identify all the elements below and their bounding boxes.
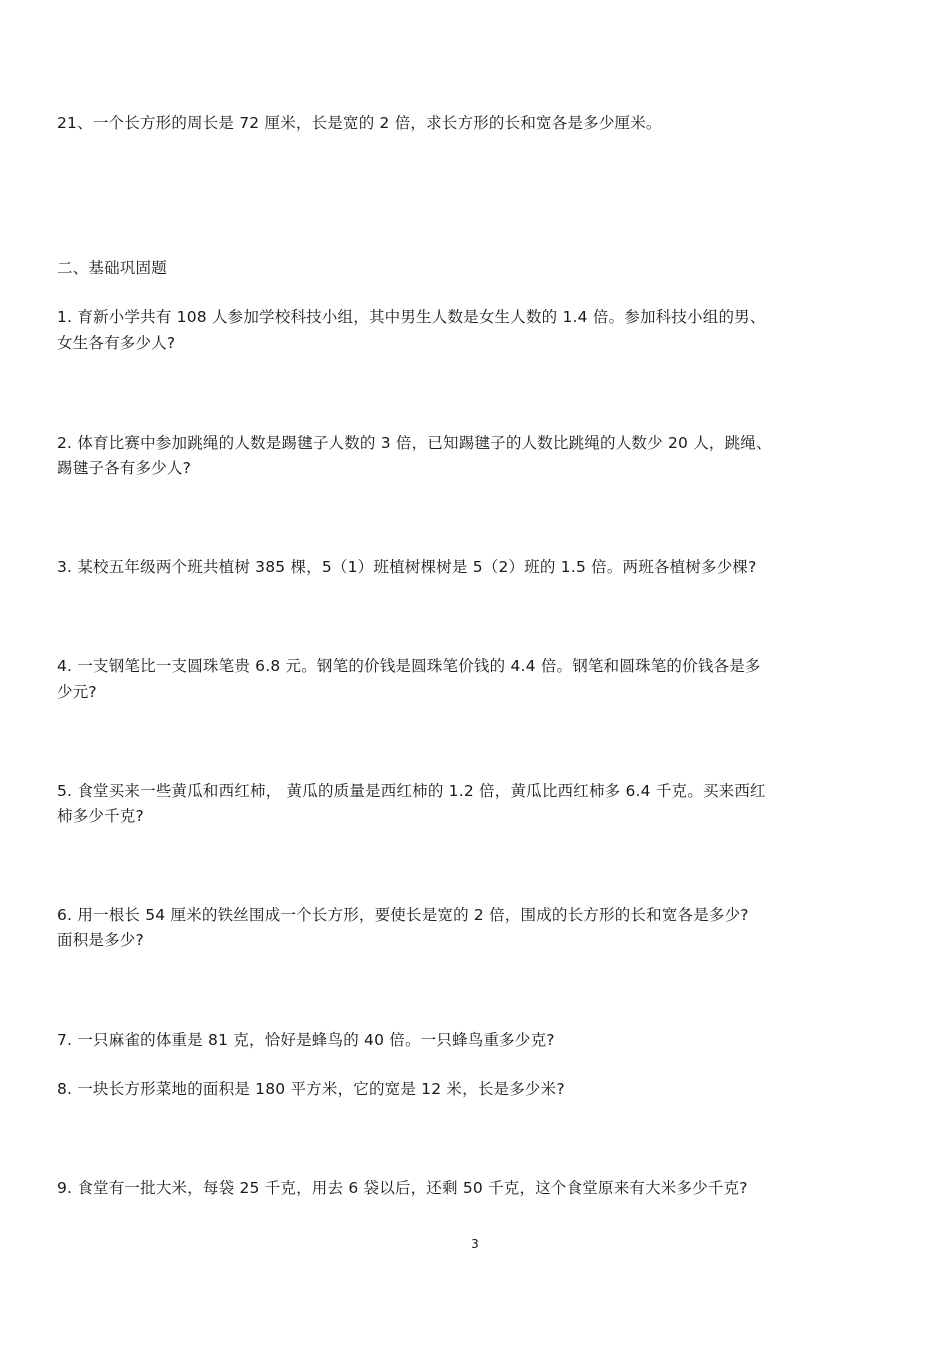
exercise-6-line-1: 6. 用一根长 54 厘米的铁丝围成一个长方形，要使长是宽的 2 倍，围成的长方形的长和宽各是多少? (57, 906, 749, 924)
exercise-4-line-1: 4. 一支钢笔比一支圆珠笔贵 6.8 元。钢笔的价钱是圆珠笔价钱的 4.4 倍。钢笔和圆珠笔的价钱各是多 (57, 657, 761, 675)
exercise-5-line-2: 柿多少千克? (57, 807, 144, 825)
exercise-4-line-2: 少元? (57, 683, 97, 701)
exercise-2-line-2: 踢毽子各有多少人? (57, 459, 192, 477)
exercise-1-line-1: 1. 育新小学共有 108 人参加学校科技小组，其中男生人数是女生人数的 1.4 倍。参加科技小组的男、 (57, 308, 766, 326)
exercise-7-line-1: 7. 一只麻雀的体重是 81 克，恰好是蜂鸟的 40 倍。一只蜂鸟重多少克? (57, 1031, 555, 1049)
section-title: 二、基础巩固题 (57, 259, 167, 277)
exercise-1-line-2: 女生各有多少人? (57, 334, 176, 352)
exercise-8-line-1: 8. 一块长方形菜地的面积是 180 平方米，它的宽是 12 米，长是多少米? (57, 1080, 565, 1098)
exercise-9-line-1: 9. 食堂有一批大米，每袋 25 千克，用去 6 袋以后，还剩 50 千克，这个食堂原来有大米多少千克? (57, 1179, 748, 1197)
exercise-6-line-2: 面积是多少? (57, 931, 144, 949)
exercise-3-line-1: 3. 某校五年级两个班共植树 385 棵，5（1）班植树棵树是 5（2）班的 1.5 倍。两班各植树多少棵? (57, 558, 757, 576)
problem-21: 21、一个长方形的周长是 72 厘米，长是宽的 2 倍，求长方形的长和宽各是多少厘米。 (57, 114, 662, 132)
page-number: 3 (471, 1237, 479, 1251)
exercise-5-line-1: 5. 食堂买来一些黄瓜和西红柿， 黄瓜的质量是西红柿的 1.2 倍，黄瓜比西红柿多 6.4 千克。买来西红 (57, 782, 766, 800)
exercise-2-line-1: 2. 体育比赛中参加跳绳的人数是踢毽子人数的 3 倍，已知踢毽子的人数比跳绳的人数少 20 人，跳绳、 (57, 434, 772, 452)
